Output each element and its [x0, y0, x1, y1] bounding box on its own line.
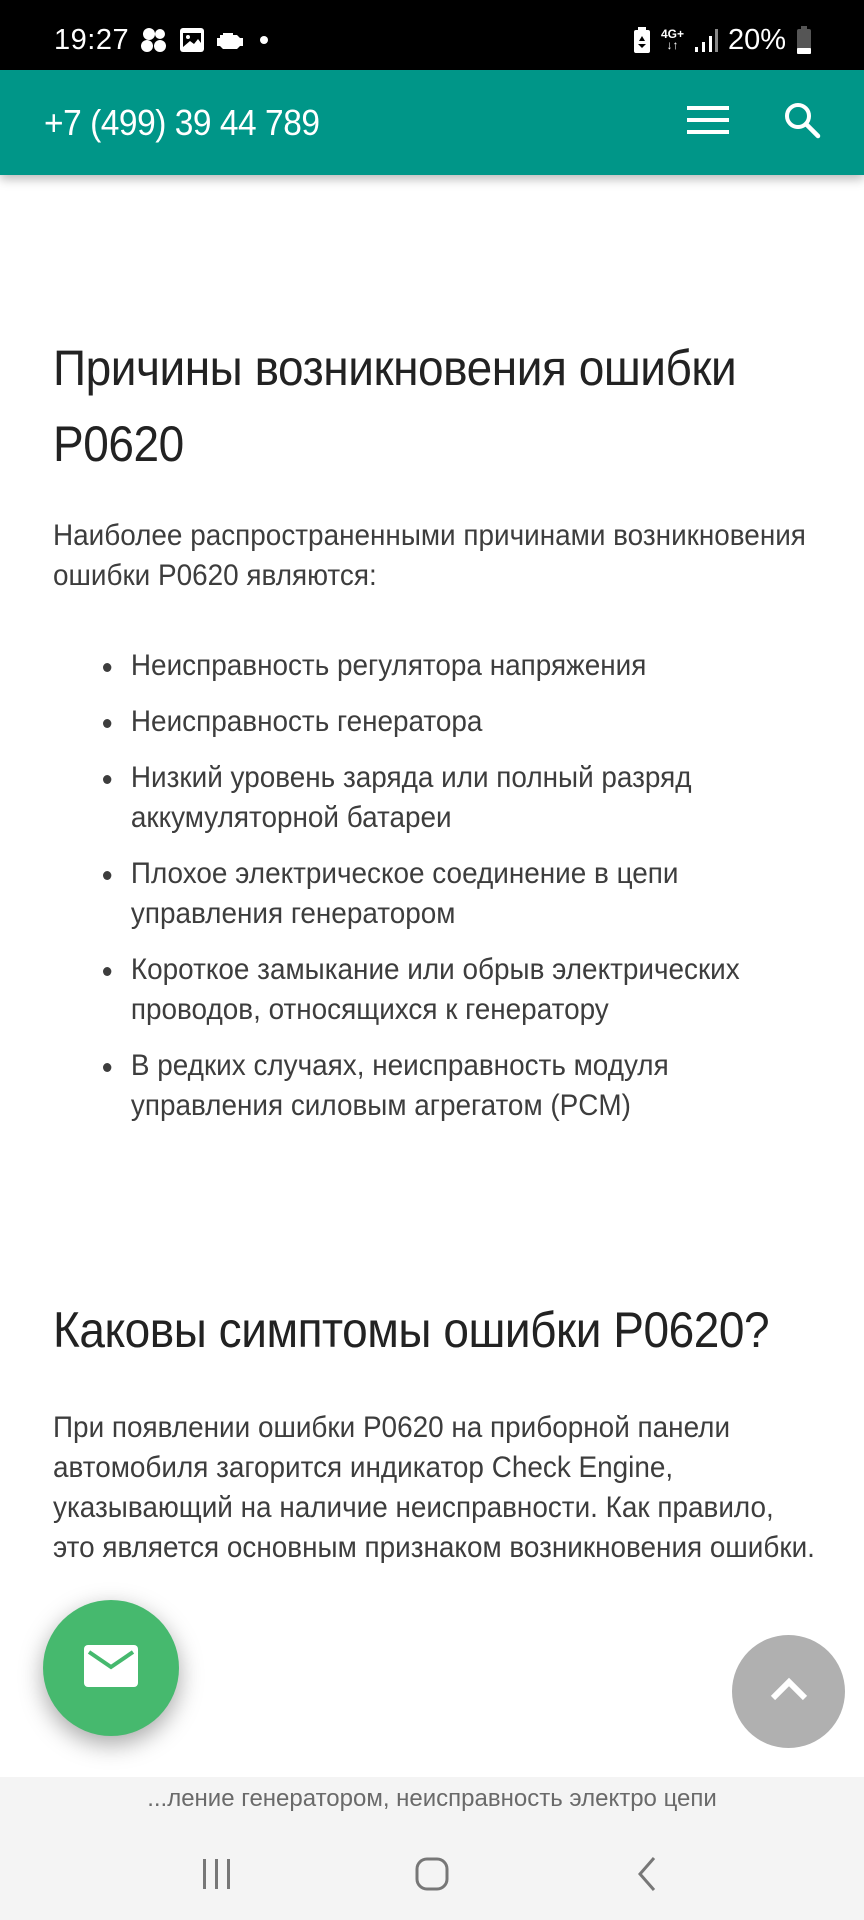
- hamburger-icon: [687, 105, 729, 140]
- search-button[interactable]: [774, 95, 830, 151]
- system-nav-bar: [0, 1832, 864, 1920]
- list-item: В редких случаях, неисправность модуля управления силовым агрегатом (PCM): [103, 1046, 782, 1126]
- bubbles-icon: [139, 27, 169, 53]
- list-item: Плохое электрическое соединение в цепи управления генератором: [103, 854, 782, 934]
- chevron-up-icon: [769, 1676, 809, 1707]
- signal-icon: [694, 28, 718, 52]
- dot-icon: [257, 33, 271, 47]
- article-content: [0, 175, 864, 1775]
- search-icon: [783, 101, 821, 144]
- home-icon: [414, 1856, 450, 1897]
- recent-apps-icon: [200, 1857, 234, 1896]
- symptoms-heading: Каковы симптомы ошибки P0620?: [53, 1302, 770, 1358]
- gallery-icon: [179, 27, 205, 53]
- battery-saver-icon: [633, 27, 651, 53]
- network-type: 4G+ ↓↑: [660, 27, 684, 52]
- list-item: Неисправность регулятора напряжения: [103, 646, 782, 686]
- scroll-top-button[interactable]: [732, 1635, 845, 1748]
- recent-apps-button[interactable]: [177, 1846, 257, 1906]
- causes-list: [53, 646, 814, 1126]
- battery-icon: [796, 26, 812, 54]
- status-bar: [0, 0, 864, 70]
- app-header: [0, 70, 864, 175]
- back-icon: [634, 1855, 660, 1898]
- spacer: [53, 1142, 814, 1292]
- battery-percent: 20%: [727, 23, 786, 56]
- back-button[interactable]: [607, 1846, 687, 1906]
- menu-button[interactable]: [680, 95, 736, 151]
- bottom-bar: [0, 1777, 864, 1920]
- check-engine-icon: [215, 30, 247, 50]
- ticker-text: ...ление генератором, неисправность электро цепи: [147, 1785, 717, 1812]
- phone-link[interactable]: +7 (499) 39 44 789: [44, 101, 320, 143]
- causes-heading: Причины возникновения ошибки P0620: [53, 340, 737, 472]
- symptoms-paragraph: При появлении ошибки P0620 на приборной панели автомобиля загорится индикатор Check Engine, указывающий на наличие неисправности. Как правило, это является основным признаком возникновения ошибки.: [53, 1411, 815, 1564]
- mail-icon: [84, 1645, 138, 1692]
- list-item: Короткое замыкание или обрыв электрических проводов, относящихся к генератору: [103, 950, 782, 1030]
- list-item: Неисправность генератора: [103, 702, 782, 742]
- list-item: Низкий уровень заряда или полный разряд аккумуляторной батареи: [103, 758, 782, 838]
- mail-button[interactable]: [43, 1600, 179, 1736]
- causes-intro: Наиболее распространенными причинами возникновения ошибки P0620 являются:: [53, 519, 806, 592]
- home-button[interactable]: [392, 1846, 472, 1906]
- status-time: 19:27: [54, 23, 130, 56]
